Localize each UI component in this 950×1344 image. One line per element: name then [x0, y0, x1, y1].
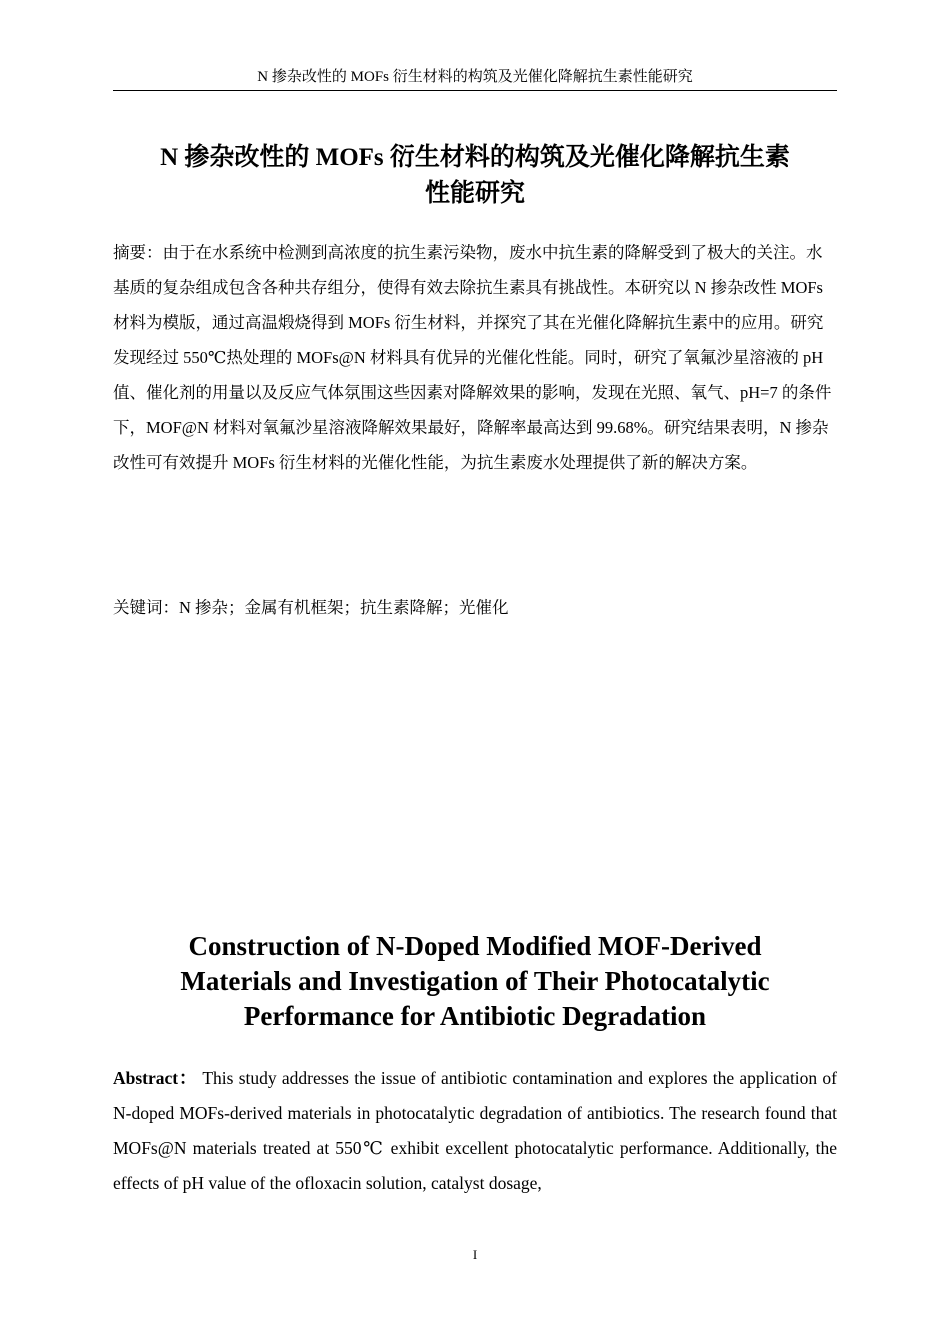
running-header: N 掺杂改性的 MOFs 衍生材料的构筑及光催化降解抗生素性能研究 [257, 69, 693, 85]
chinese-title [113, 140, 837, 212]
page-number: I [472, 1247, 478, 1262]
chinese-keywords [113, 590, 837, 625]
chinese-abstract-text: 由于在水系统中检测到高浓度的抗生素污染物，废水中抗生素的降解受到了极大的关注。水基质的复杂组成包含各种共存组分，使得有效去除抗生素具有挑战性。本研究以 N 掺杂改性 MOFs 材料为模版，通过高温煅烧得到 MOFs 衍生材料，并探究了其在光催化降解抗生素中的应用。研究发现经过 550℃热处理的 MOFs@N 材料具有优异的光催化性能。同时，研究了氧氟沙星溶液的 pH 值、催化剂的用量以及反应气体氛围这些因素对降解效果的影响，发现在光照、氧气、pH=7 的条件下，MOF@N 材料对氧氟沙星溶液降解效果最好，降解率最高达到 99.68%。研究结果表明，N 掺杂改性可有效提升 MOFs 衍生材料的光催化性能，为抗生素废水处理提供了新的解决方案。 [113, 243, 832, 472]
chinese-keywords-label: 关键词： [113, 598, 179, 617]
header-rule [113, 90, 837, 91]
chinese-abstract [113, 235, 837, 480]
english-abstract-label: Abstract： [113, 1068, 198, 1088]
chinese-title-line-2: 性能研究 [424, 180, 525, 207]
english-title-line-2: Materials and Investigation of Their Photocatalytic [180, 966, 770, 996]
english-title [113, 929, 837, 1034]
chinese-keywords-text: N 掺杂；金属有机框架；抗生素降解；光催化 [179, 598, 509, 617]
english-title-line-1: Construction of N-Doped Modified MOF-Derived [188, 931, 762, 961]
chinese-abstract-label: 摘要： [113, 243, 163, 262]
english-abstract [113, 1061, 837, 1201]
english-abstract-text: This study addresses the issue of antibiotic contamination and explores the application of N-doped MOFs-derived materials in photocatalytic degradation of antibiotics. The research found that MOFs@N materials treated at 550℃ exhibit excellent photocatalytic performance. Additionally, the effects of pH value of the ofloxacin solution, catalyst dosage, [113, 1068, 838, 1193]
chinese-title-line-1: N 掺杂改性的 MOFs 衍生材料的构筑及光催化降解抗生素 [160, 144, 790, 171]
english-title-line-3: Performance for Antibiotic Degradation [243, 1001, 707, 1031]
